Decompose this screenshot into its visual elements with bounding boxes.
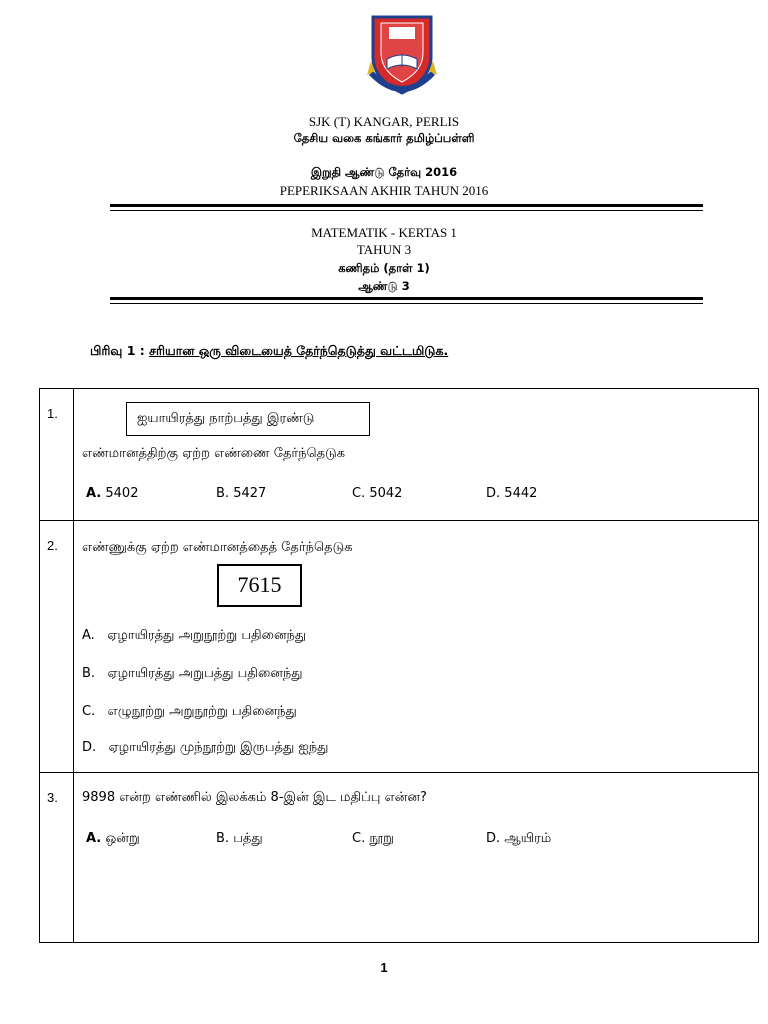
exam-title-ta: இறுதி ஆண்டு தேர்வு 2016: [310, 165, 458, 179]
school-name-en: SJK (T) KANGAR, PERLIS: [308, 114, 460, 129]
question-row-3: [40, 773, 759, 943]
section-label: பிரிவு 1 :: [90, 343, 145, 358]
section-heading: [90, 343, 448, 360]
school-crest-icon: [367, 13, 437, 103]
page-number: 1: [380, 960, 388, 975]
option-b[interactable]: B. பத்து: [216, 831, 263, 846]
option-a[interactable]: A. ஒன்று: [86, 831, 140, 846]
question-number: 3.: [47, 790, 58, 805]
header-rule-thick: [110, 204, 703, 207]
subject-ms: MATEMATIK - KERTAS 1: [311, 225, 457, 240]
school-name-ta: தேசிய வகை கங்கார் தமிழ்ப்பள்ளி: [293, 131, 475, 145]
exam-title-ms: PEPERIKSAAN AKHIR TAHUN 2016: [279, 183, 489, 198]
option-d[interactable]: D. ஆயிரம்: [486, 831, 552, 846]
header-rule-thin: [110, 210, 703, 211]
question-prompt: எண்ணுக்கு ஏற்ற எண்மானத்தைத் தேர்ந்தெடுக: [82, 540, 353, 555]
option-d[interactable]: D. 5442: [486, 486, 538, 501]
questions-table: [39, 388, 759, 943]
option-c[interactable]: C. 5042: [352, 486, 403, 501]
section-instruction: சரியான ஒரு விடையைத் தேர்ந்தெடுத்து வட்டமிடுக.: [149, 343, 449, 358]
option-c[interactable]: C. நூறு: [352, 831, 394, 846]
option-c[interactable]: C. எழுநூற்று அறுநூற்று பதினைந்து: [82, 704, 297, 719]
question-prompt: எண்மானத்திற்கு ஏற்ற எண்ணை தேர்ந்தெடுக: [82, 446, 346, 461]
option-b[interactable]: B. ஏழாயிரத்து அறுபத்து பதினைந்து: [82, 666, 303, 681]
year-ta: ஆண்டு 3: [358, 279, 410, 293]
option-a[interactable]: A. 5402: [86, 486, 139, 501]
subject-rule-thick: [110, 297, 703, 300]
number-word-box: ஐயாயிரத்து நாற்பத்து இரண்டு: [126, 402, 370, 436]
question-number: 1.: [47, 406, 58, 421]
year-ms: TAHUN 3: [356, 242, 412, 257]
numeral-box: 7615: [217, 564, 302, 607]
question-number: 2.: [47, 538, 58, 553]
question-row-2: [40, 521, 759, 773]
option-d[interactable]: D. ஏழாயிரத்து முந்நூற்று இருபத்து ஐந்து: [82, 740, 329, 755]
subject-ta: கணிதம் (தாள் 1): [338, 261, 430, 275]
subject-rule-thin: [110, 303, 703, 304]
question-prompt: 9898 என்ற எண்ணில் இலக்கம் 8-இன் இட மதிப்பு என்ன?: [82, 790, 427, 805]
option-b[interactable]: B. 5427: [216, 486, 267, 501]
option-a[interactable]: A. ஏழாயிரத்து அறுநூற்று பதினைந்து: [82, 628, 307, 643]
question-row-1: [40, 389, 759, 521]
